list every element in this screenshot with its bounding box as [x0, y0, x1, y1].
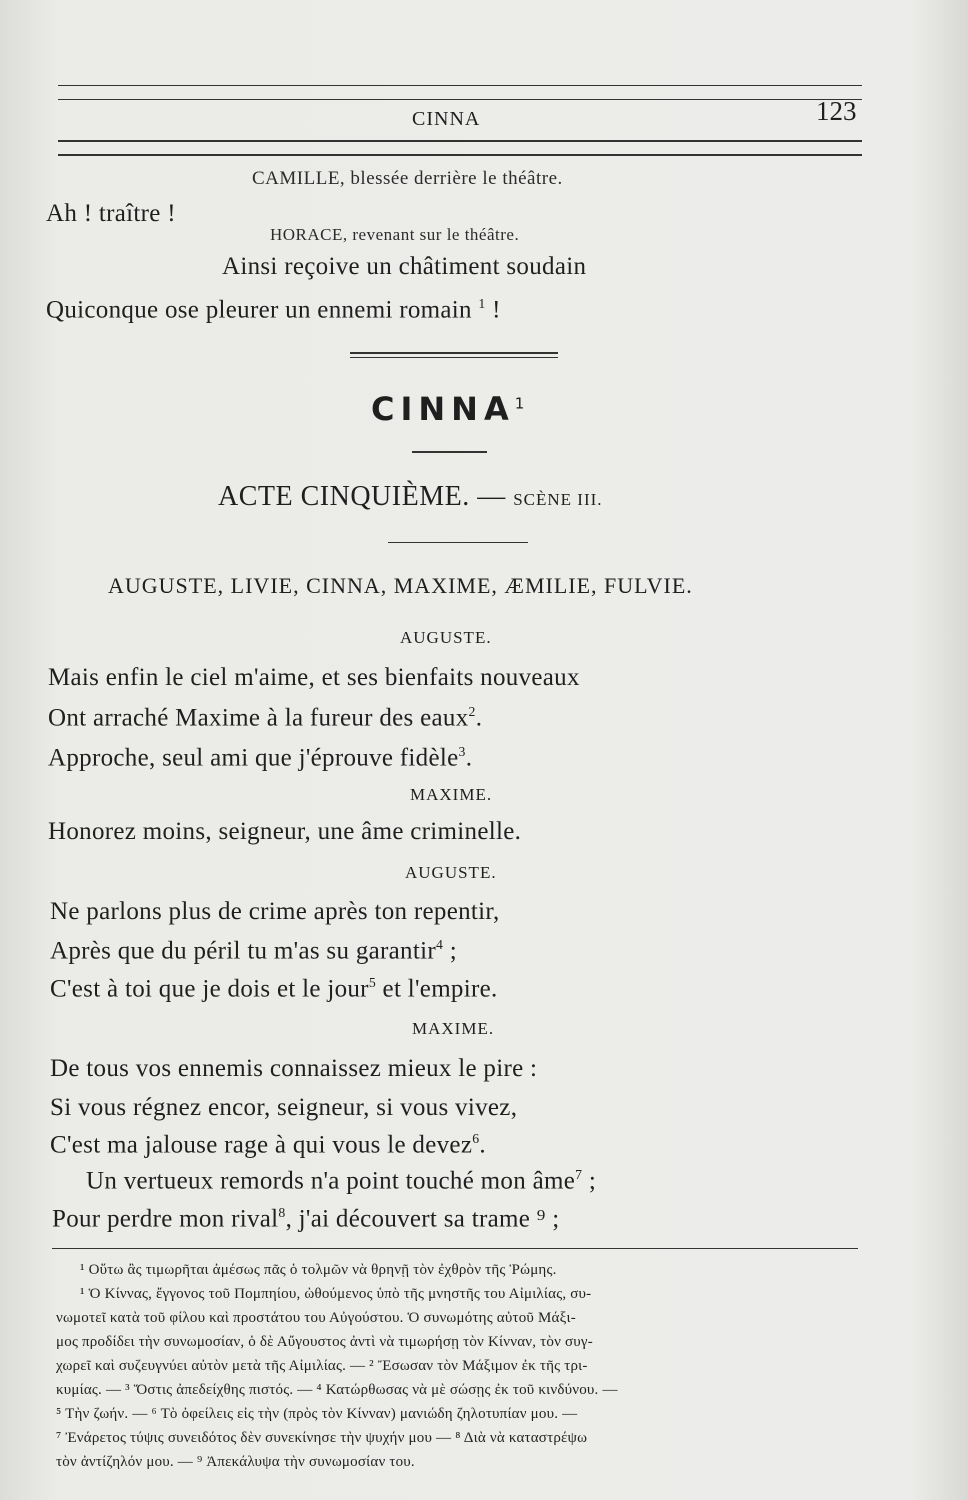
verse-text: Quiconque ose pleurer un ennemi romain — [46, 296, 472, 324]
running-title: CINNA — [412, 108, 481, 130]
verse-line — [48, 744, 472, 772]
stage-direction-horace: HORACE, revenant sur le théâtre. — [270, 225, 520, 244]
verse-line: Ainsi reçoive un châtiment soudain — [222, 253, 587, 280]
page-number: 123 — [816, 96, 857, 126]
verse-line: Ah ! traître ! — [46, 200, 176, 227]
verse-line — [46, 296, 501, 324]
footnote-ref: 1 — [478, 296, 486, 311]
verse-line — [48, 704, 482, 732]
footnote-line: νωμοτεῖ κατὰ τοῦ φίλου καὶ προστάτου του Αὐγούστου. Ὁ συνωμότης αὐτοῦ Μάξι- — [56, 1310, 576, 1326]
title-underline — [412, 451, 487, 453]
verse-end: , j'ai découvert sa trame ⁹ ; — [285, 1205, 560, 1233]
header-rule-top-2 — [58, 99, 862, 100]
verse-line — [50, 1055, 537, 1083]
footnote-line: ¹ Ὁ Κίννας, ἔγγονος τοῦ Πομπηίου, ὠθούμενος ὑπὸ τῆς μνηστῆς του Αἰμιλίας, συ- — [80, 1286, 592, 1302]
verse-text: Approche, seul ami que j'éprouve fidèle — [48, 744, 459, 772]
header-rule-top — [58, 85, 862, 86]
act-heading — [218, 481, 603, 513]
verse-text: Honorez moins, seigneur, une âme criminelle. — [48, 818, 522, 845]
footnote-line: τὸν ἀντίζηλόν μου. — ⁹ Ἀπεκάλυψα τὴν συνωμοσίαν του. — [56, 1454, 415, 1470]
verse-end: . — [475, 704, 483, 732]
footnote-line: μος προδίδει τὴν συνωμοσίαν, ὁ δὲ Αὔγουστος ἀντὶ νὰ τιμωρήσῃ τὸν Κίνναν, τὸν συγ- — [56, 1334, 593, 1350]
verse-line — [48, 818, 521, 846]
verse-end: ; — [582, 1167, 597, 1195]
verse-line — [50, 975, 498, 1003]
footnote-rule — [52, 1248, 858, 1249]
footnote-ref: 2 — [468, 704, 476, 719]
verse-text: Mais enfin le ciel m'aime, et ses bienfaits nouveaux — [48, 664, 580, 691]
header-rule-bottom — [58, 140, 862, 142]
footnote-ref: 5 — [368, 975, 376, 990]
verse-end: . — [465, 744, 473, 772]
verse-text: Un vertueux remords n'a point touché mon âme — [86, 1167, 576, 1195]
verse-text: C'est ma jalouse rage à qui vous le devez — [50, 1131, 473, 1159]
verse-line — [50, 898, 500, 926]
footnote-line: κυμίας. — ³ Ὅστις ἀπεδείχθης πιστός. — ⁴ Κατώρθωσας νὰ μὲ σώσῃς ἐκ τοῦ κινδύνου. — — [56, 1382, 618, 1398]
verse-text: De tous vos ennemis connaissez mieux le pire : — [50, 1055, 538, 1082]
cast-list: AUGUSTE, LIVIE, CINNA, MAXIME, ÆMILIE, FULVIE. — [108, 573, 693, 598]
verse-text: Pour perdre mon rival — [52, 1205, 279, 1233]
verse-text: Après que du péril tu m'as su garantir — [50, 937, 436, 965]
section-divider — [350, 352, 558, 354]
stage-direction-camille: CAMILLE, blessée derrière le théâtre. — [252, 168, 563, 189]
speaker-name: MAXIME. — [410, 785, 493, 804]
speaker-name: AUGUSTE. — [400, 628, 492, 647]
footnote-line: ⁷ Ἐνάρετος τύψις συνειδότος δὲν συνεκίνησε τὴν ψυχήν μου — ⁸ Διὰ νὰ καταστρέψω — [56, 1430, 588, 1446]
verse-line — [50, 1094, 517, 1122]
speaker-name: AUGUSTE. — [405, 863, 497, 882]
verse-line — [52, 1205, 559, 1233]
verse-line — [48, 664, 580, 692]
verse-end: et l'empire. — [376, 975, 498, 1003]
footnote-ref: 7 — [575, 1167, 583, 1182]
section-divider-2 — [350, 357, 558, 358]
speaker-name: MAXIME. — [412, 1019, 495, 1038]
verse-text: Ont arraché Maxime à la fureur des eaux — [48, 704, 469, 732]
footnote-ref: 3 — [458, 744, 466, 759]
verse-text: Si vous régnez encor, seigneur, si vous vivez, — [50, 1094, 518, 1121]
footnote-line: χωρεῖ καὶ συζευγνύει αὐτὸν μετὰ τῆς Αἰμιλίας. — ² Ἔσωσαν τὸν Μάξιμον ἐκ τῆς τρι- — [56, 1358, 588, 1374]
footnote-ref: 6 — [472, 1131, 480, 1146]
section-title-note: 1 — [514, 394, 525, 413]
verse-end: ; — [443, 937, 457, 965]
footnote-ref: 4 — [435, 937, 444, 952]
verse-text: Ne parlons plus de crime après ton repentir, — [50, 898, 500, 925]
verse-end: ! — [492, 296, 501, 324]
act-underline — [388, 542, 528, 543]
footnote-line: ⁵ Τὴν ζωήν. — ⁶ Τὸ ὀφείλεις εἰς τὴν (πρὸς τὸν Κίνναν) μανιώδη ζηλοτυπίαν μου. — — [56, 1406, 578, 1422]
verse-line — [50, 1131, 486, 1159]
footnote-line: ¹ Οὕτω ἂς τιμωρῆται ἀμέσως πᾶς ὁ τολμῶν νὰ θρηνῇ τὸν ἐχθρὸν τῆς Ῥώμης. — [80, 1262, 557, 1278]
verse-line — [50, 937, 457, 965]
verse-line — [86, 1167, 596, 1195]
scene-label: SCÈNE III. — [513, 490, 603, 509]
header-rule-bottom-2 — [58, 154, 862, 156]
verse-text: C'est à toi que je dois et le jour — [50, 975, 369, 1003]
footnote-ref: 8 — [278, 1205, 286, 1220]
verse-end: . — [479, 1131, 486, 1159]
section-title — [371, 390, 524, 428]
act-label: ACTE CINQUIÈME. — — [218, 481, 506, 512]
section-title-text: CINNA — [371, 390, 515, 428]
